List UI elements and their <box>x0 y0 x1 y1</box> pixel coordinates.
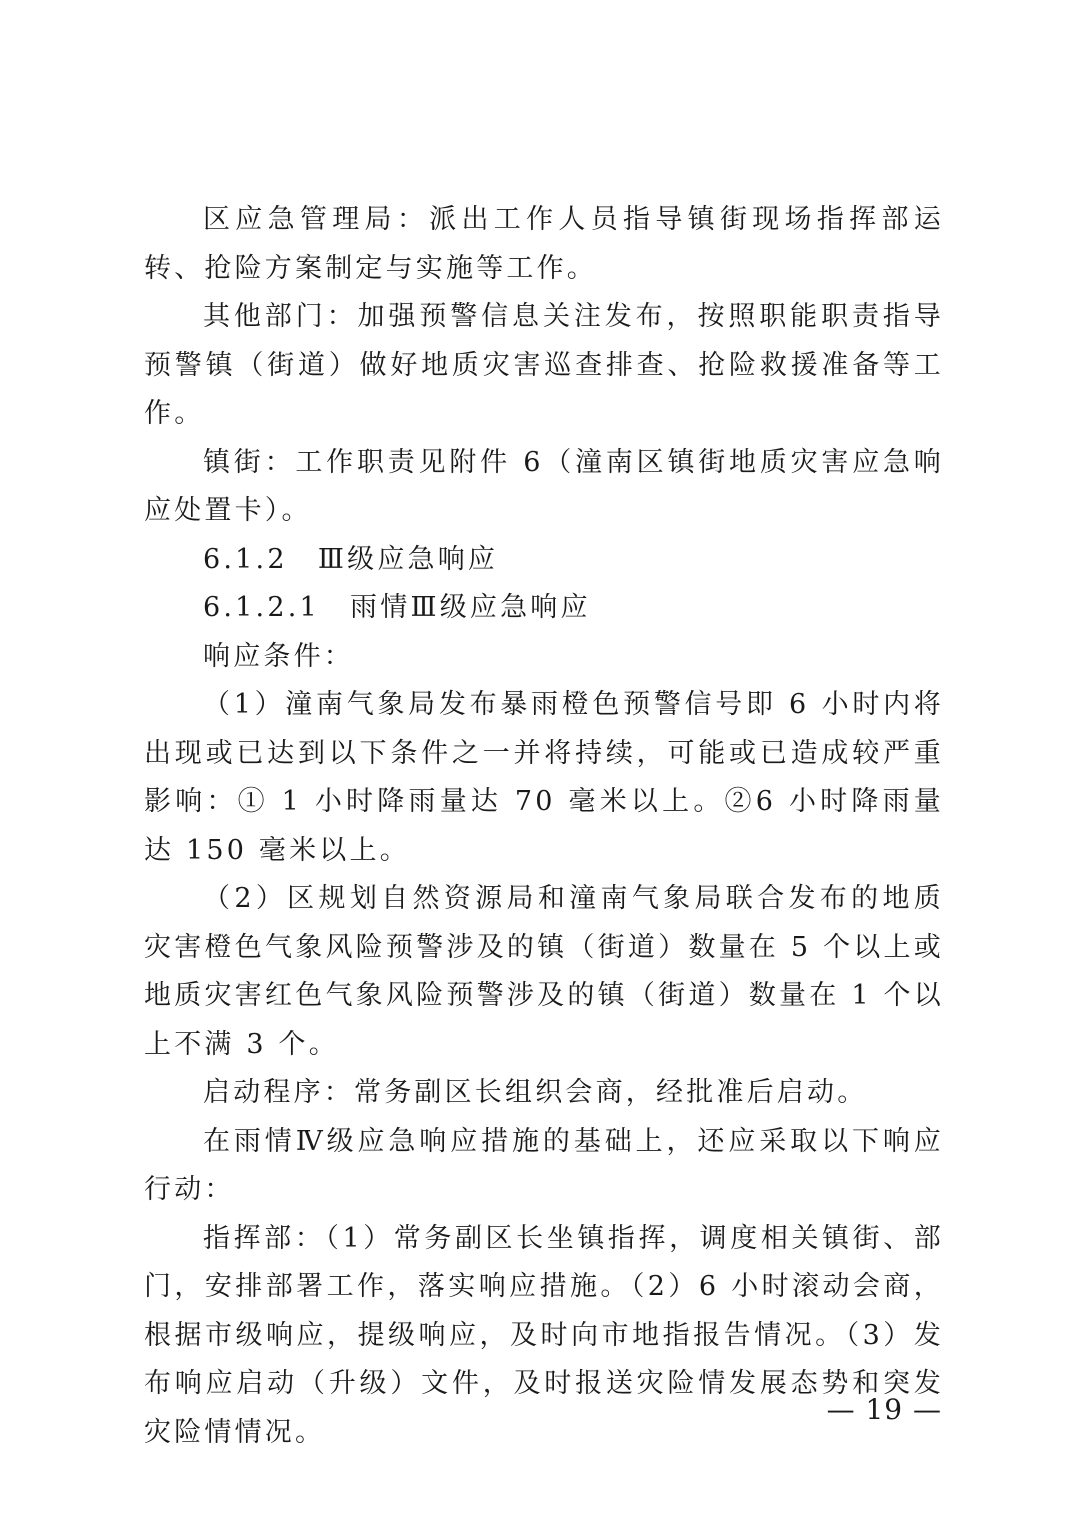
paragraph-other-departments: 其他部门：加强预警信息关注发布，按照职能职责指导预警镇（街道）做好地质灾害巡查排查、抢险救援准备等工作。 <box>144 301 944 429</box>
paragraph-emergency-bureau: 区应急管理局：派出工作人员指导镇街现场指挥部运转、抢险方案制定与实施等工作。 <box>144 204 944 284</box>
paragraph-additional-actions: 在雨情Ⅳ级应急响应措施的基础上，还应采取以下响应行动： <box>144 1125 944 1205</box>
paragraph-headquarters: 指挥部：（1）常务副区长坐镇指挥，调度相关镇街、部门，安排部署工作，落实响应措施。（2）6 小时滚动会商，根据市级响应，提级响应，及时向市地指报告情况。（3）发布响应启动（升级）文件，及时报送灾险情发展态势和突发灾险情情况。 <box>144 1222 944 1448</box>
paragraph-response-conditions-label: 响应条件： <box>203 640 354 672</box>
paragraph-condition-1: （1）潼南气象局发布暴雨橙色预警信号即 6 小时内将出现或已达到以下条件之一并将持续，可能或已造成较严重影响：① 1 小时降雨量达 70 毫米以上。②6 小时降雨量达 150 毫米以上。 <box>144 689 944 866</box>
paragraph-towns-streets: 镇街：工作职责见附件 6（潼南区镇街地质灾害应急响应处置卡）。 <box>144 446 944 526</box>
document-body <box>144 196 944 1457</box>
page-number: — 19 — <box>826 1393 942 1426</box>
paragraph-condition-2: （2）区规划自然资源局和潼南气象局联合发布的地质灾害橙色气象风险预警涉及的镇（街道）数量在 5 个以上或地质灾害红色气象风险预警涉及的镇（街道）数量在 1 个以上不满 3 个。 <box>144 883 944 1060</box>
section-heading-6-1-2: 6.1.2 Ⅲ级应急响应 <box>203 543 499 575</box>
section-heading-6-1-2-1: 6.1.2.1 雨情Ⅲ级应急响应 <box>203 592 591 623</box>
paragraph-startup-procedure: 启动程序：常务副区长组织会商，经批准后启动。 <box>203 1077 868 1108</box>
